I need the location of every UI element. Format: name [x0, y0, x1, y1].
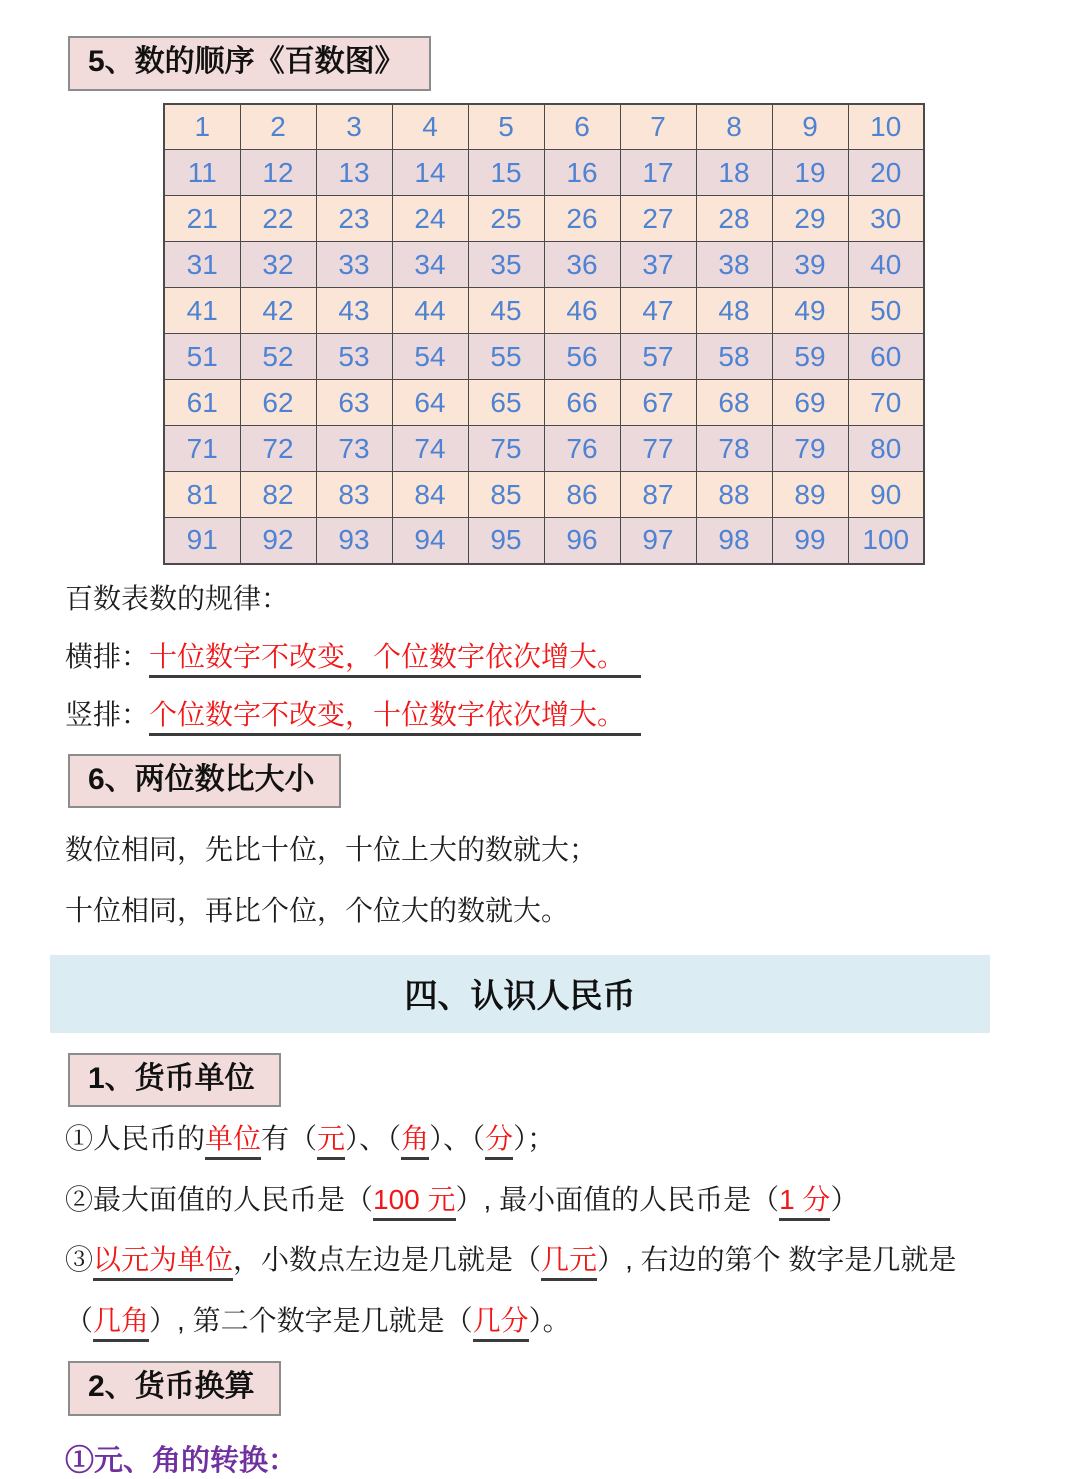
- hundred-chart-cell: 92: [240, 518, 316, 564]
- hundred-chart-cell: 57: [620, 334, 696, 380]
- text-segment: ）。: [528, 1304, 571, 1336]
- hundred-chart-cell: 17: [620, 150, 696, 196]
- text-segment: ，小数点左边是几就是（: [233, 1244, 542, 1276]
- highlighted-text: 以元为单位: [93, 1244, 233, 1281]
- currency-unit-line-3a: [65, 1242, 1080, 1278]
- hundred-chart-cell: 24: [392, 196, 468, 242]
- hundred-chart-cell: 68: [696, 380, 772, 426]
- hundred-chart-cell: 9: [772, 104, 848, 150]
- currency-unit-header-box: 1、货币单位: [68, 1053, 281, 1108]
- hundred-chart-cell: 95: [468, 518, 544, 564]
- hundred-chart-row: [164, 472, 924, 518]
- hundred-chart-table: [163, 103, 925, 565]
- hundred-chart-cell: 96: [544, 518, 620, 564]
- hundred-chart-cell: 28: [696, 196, 772, 242]
- highlighted-text: 角: [401, 1123, 429, 1160]
- hundred-chart-cell: 41: [164, 288, 240, 334]
- hundred-chart-cell: 32: [240, 242, 316, 288]
- hundred-chart-cell: 20: [848, 150, 924, 196]
- hundred-chart-cell: 1: [164, 104, 240, 150]
- hundred-chart-cell: 82: [240, 472, 316, 518]
- hundred-chart-cell: 38: [696, 242, 772, 288]
- hundred-chart-cell: 65: [468, 380, 544, 426]
- hundred-chart-cell: 43: [316, 288, 392, 334]
- text-segment: ）；: [513, 1123, 556, 1155]
- hundred-chart-cell: 80: [848, 426, 924, 472]
- hundred-chart-cell: 19: [772, 150, 848, 196]
- hundred-chart-cell: 71: [164, 426, 240, 472]
- hundred-chart-body: [164, 104, 924, 564]
- hundred-chart-cell: 60: [848, 334, 924, 380]
- highlighted-text: 个位数字不改变，十位数字依次增大。: [149, 699, 641, 736]
- hundred-chart-cell: 98: [696, 518, 772, 564]
- hundred-chart-cell: 14: [392, 150, 468, 196]
- hundred-chart-cell: 75: [468, 426, 544, 472]
- text-segment: ）、（: [345, 1123, 402, 1155]
- hundred-chart-cell: 94: [392, 518, 468, 564]
- hundred-chart-cell: 48: [696, 288, 772, 334]
- hundred-chart-cell: 27: [620, 196, 696, 242]
- hundred-chart-cell: 73: [316, 426, 392, 472]
- text-segment: ）, 第二个数字是几就是（: [149, 1304, 473, 1336]
- hundred-chart-cell: 59: [772, 334, 848, 380]
- hundred-chart-cell: 90: [848, 472, 924, 518]
- text-segment: （: [65, 1304, 94, 1336]
- hundred-chart-row: [164, 150, 924, 196]
- hundred-chart-cell: 69: [772, 380, 848, 426]
- hundred-chart-cell: 50: [848, 288, 924, 334]
- hundred-chart-row: [164, 242, 924, 288]
- hundred-chart-cell: 70: [848, 380, 924, 426]
- hundred-chart-cell: 7: [620, 104, 696, 150]
- hundred-chart-cell: 53: [316, 334, 392, 380]
- hundred-chart-cell: 13: [316, 150, 392, 196]
- hundred-chart-cell: 86: [544, 472, 620, 518]
- hundred-chart-cell: 89: [772, 472, 848, 518]
- hundred-chart-cell: 30: [848, 196, 924, 242]
- hundred-chart-row: [164, 334, 924, 380]
- rule-row-vertical: [65, 697, 1080, 733]
- hundred-chart-cell: 5: [468, 104, 544, 150]
- hundred-chart-cell: 66: [544, 380, 620, 426]
- hundred-chart-cell: 77: [620, 426, 696, 472]
- hundred-chart-cell: 72: [240, 426, 316, 472]
- hundred-chart-cell: 63: [316, 380, 392, 426]
- hundred-chart-cell: 39: [772, 242, 848, 288]
- hundred-chart-cell: 78: [696, 426, 772, 472]
- hundred-chart-cell: 84: [392, 472, 468, 518]
- hundred-chart-cell: 45: [468, 288, 544, 334]
- text-segment: ②最大面值的人民币是（: [65, 1183, 374, 1215]
- currency-unit-line-2: [65, 1182, 1080, 1218]
- hundred-chart-cell: 35: [468, 242, 544, 288]
- hundred-chart-cell: 58: [696, 334, 772, 380]
- hundred-chart-cell: 83: [316, 472, 392, 518]
- hundred-chart-cell: 88: [696, 472, 772, 518]
- hundred-chart-cell: 10: [848, 104, 924, 150]
- hundred-chart-row: [164, 196, 924, 242]
- hundred-chart-cell: 42: [240, 288, 316, 334]
- hundred-chart-cell: 44: [392, 288, 468, 334]
- hundred-chart-cell: 62: [240, 380, 316, 426]
- section6-header-box: 6、两位数比大小: [68, 754, 341, 809]
- hundred-chart-cell: 6: [544, 104, 620, 150]
- highlighted-text: 十位数字不改变，个位数字依次增大。: [149, 641, 641, 678]
- text-segment: ①人民币的: [65, 1123, 206, 1155]
- hundred-chart-cell: 12: [240, 150, 316, 196]
- compare-rule-line-1: 数位相同，先比十位，十位上大的数就大；: [65, 834, 598, 866]
- hundred-chart-row: [164, 288, 924, 334]
- hundred-chart-cell: 55: [468, 334, 544, 380]
- hundred-chart-cell: 22: [240, 196, 316, 242]
- hundred-chart-cell: 29: [772, 196, 848, 242]
- highlighted-text: 几分: [473, 1305, 529, 1342]
- hundred-chart-cell: 21: [164, 196, 240, 242]
- text-segment: 有（: [261, 1123, 318, 1155]
- highlighted-text: 100 元: [373, 1184, 456, 1221]
- hundred-chart-cell: 54: [392, 334, 468, 380]
- hundred-chart-cell: 33: [316, 242, 392, 288]
- hundred-chart-row: [164, 104, 924, 150]
- hundred-chart-cell: 85: [468, 472, 544, 518]
- hundred-chart-cell: 93: [316, 518, 392, 564]
- hundred-chart-cell: 34: [392, 242, 468, 288]
- hundred-chart-cell: 91: [164, 518, 240, 564]
- hundred-chart-row: [164, 380, 924, 426]
- hundred-chart-cell: 23: [316, 196, 392, 242]
- highlighted-text: 几角: [93, 1305, 149, 1342]
- highlighted-text: 分: [485, 1123, 513, 1160]
- hundred-chart-cell: 36: [544, 242, 620, 288]
- hundred-chart-row: [164, 426, 924, 472]
- hundred-chart-cell: 25: [468, 196, 544, 242]
- hundred-chart-cell: 49: [772, 288, 848, 334]
- hundred-chart-cell: 31: [164, 242, 240, 288]
- compare-rule-line-2: 十位相同，再比个位，个位大的数就大。: [65, 894, 570, 926]
- hundred-chart-cell: 2: [240, 104, 316, 150]
- hundred-chart-cell: 67: [620, 380, 696, 426]
- hundred-chart-cell: 87: [620, 472, 696, 518]
- hundred-chart-cell: 97: [620, 518, 696, 564]
- text-segment: ）, 右边的第个 数字是几就是: [597, 1244, 957, 1276]
- hundred-chart-cell: 40: [848, 242, 924, 288]
- highlighted-text: 几元: [541, 1244, 597, 1281]
- hundred-chart-cell: 56: [544, 334, 620, 380]
- hundred-chart-cell: 26: [544, 196, 620, 242]
- text-segment: ）: [830, 1183, 859, 1215]
- chapter4-banner: 四、认识人民币: [50, 955, 990, 1033]
- hundred-chart-cell: 3: [316, 104, 392, 150]
- hundred-chart-cell: 16: [544, 150, 620, 196]
- hundred-chart-cell: 74: [392, 426, 468, 472]
- hundred-chart-cell: 11: [164, 150, 240, 196]
- text-segment: ）, 最小面值的人民币是（: [455, 1183, 780, 1215]
- hundred-chart-cell: 51: [164, 334, 240, 380]
- hundred-chart-cell: 81: [164, 472, 240, 518]
- hundred-chart-row: [164, 518, 924, 564]
- hundred-chart-cell: 64: [392, 380, 468, 426]
- hundred-chart-cell: 76: [544, 426, 620, 472]
- hundred-chart-cell: 100: [848, 518, 924, 564]
- rule-row-horizontal: [65, 639, 1080, 675]
- hundred-chart-cell: 15: [468, 150, 544, 196]
- text-segment: ）、（: [429, 1123, 486, 1155]
- text-segment: ③: [65, 1244, 94, 1276]
- hundred-chart-cell: 47: [620, 288, 696, 334]
- highlighted-text: 元: [317, 1123, 345, 1160]
- text-segment: 竖排：: [65, 699, 150, 731]
- hundred-chart-cell: 79: [772, 426, 848, 472]
- section5-header-box: 5、数的顺序《百数图》: [68, 36, 431, 91]
- currency-conversion-header-box: 2、货币换算: [68, 1361, 281, 1416]
- currency-unit-line-1: [65, 1121, 1080, 1157]
- rules-title: 百数表数的规律：: [65, 582, 290, 614]
- currency-unit-line-3b: [65, 1303, 1080, 1339]
- hundred-chart-cell: 61: [164, 380, 240, 426]
- hundred-chart-cell: 4: [392, 104, 468, 150]
- highlighted-text: 1 分: [779, 1184, 830, 1221]
- hundred-chart-cell: 37: [620, 242, 696, 288]
- hundred-chart-cell: 8: [696, 104, 772, 150]
- hundred-chart-cell: 46: [544, 288, 620, 334]
- conversion-line-1: ①元、角的转换：: [65, 1444, 298, 1477]
- highlighted-text: 单位: [205, 1123, 261, 1160]
- hundred-chart-cell: 99: [772, 518, 848, 564]
- hundred-chart-cell: 18: [696, 150, 772, 196]
- text-segment: 横排：: [65, 640, 150, 672]
- hundred-chart-cell: 52: [240, 334, 316, 380]
